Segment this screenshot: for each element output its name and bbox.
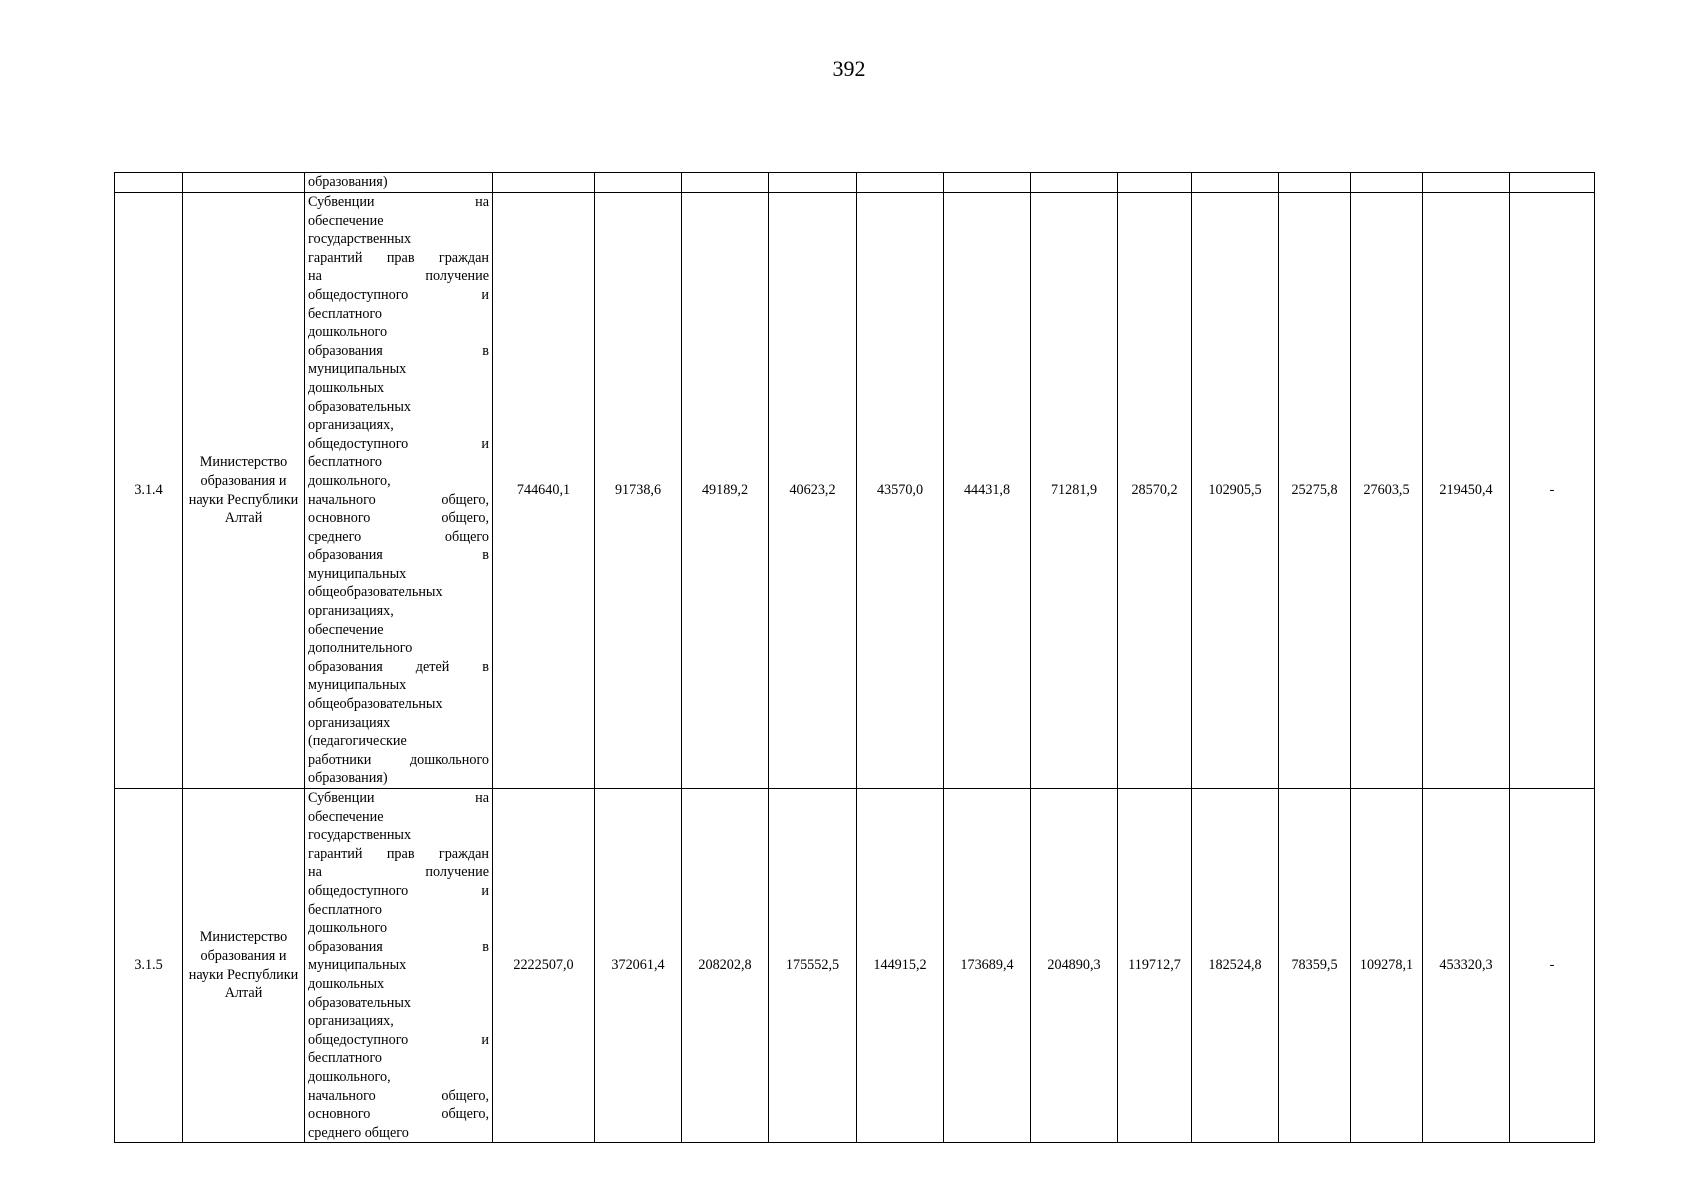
description-line: дошкольного (308, 324, 388, 341)
cell-description (305, 789, 493, 1143)
cell-value: 91738,6 (595, 193, 682, 789)
cell-code: 3.1.4 (115, 193, 183, 789)
cell-value: 44431,8 (944, 193, 1031, 789)
cell-org (183, 173, 305, 193)
description-line: гарантий прав граждан (308, 249, 489, 266)
description-line: государственных (308, 827, 412, 844)
description-line: среднего общего (308, 1124, 409, 1141)
description-line: на получение (308, 864, 489, 881)
cell-org: Министерство образования и науки Республики Алтай (183, 193, 305, 789)
description-line: обеспечение (308, 808, 384, 825)
description-line: гарантий прав граждан (308, 845, 489, 862)
description-line: работники дошкольного (308, 751, 489, 768)
description-line: начального общего, (308, 1087, 489, 1104)
cell-value: 40623,2 (769, 193, 857, 789)
cell-description: образования) (305, 173, 493, 193)
table-row-continuation (115, 173, 1595, 193)
description-line: дошкольных (308, 975, 385, 992)
cell-value-total: 744640,1 (493, 193, 595, 789)
cell-value: 219450,4 (1423, 193, 1510, 789)
description-line: на получение (308, 268, 489, 285)
description-line: дошкольного (308, 920, 388, 937)
cell-value: 119712,7 (1118, 789, 1192, 1143)
description-line: общеобразовательных (308, 584, 443, 601)
description-line: муниципальных (308, 957, 407, 974)
cell-value: 109278,1 (1351, 789, 1423, 1143)
table-row (115, 193, 1595, 789)
description-line: обеспечение (308, 212, 384, 229)
description-line: организациях, (308, 417, 394, 434)
description-line: муниципальных (308, 565, 407, 582)
cell-value: 204890,3 (1031, 789, 1118, 1143)
cell-description (305, 193, 493, 789)
budget-table (114, 172, 1595, 1143)
description-line: бесплатного (308, 454, 383, 471)
description-line: бесплатного (308, 1050, 383, 1067)
cell-code (115, 173, 183, 193)
description-line: общедоступного и (308, 882, 489, 899)
cell-code: 3.1.5 (115, 789, 183, 1143)
cell-value: 453320,3 (1423, 789, 1510, 1143)
description-line: среднего общего (308, 528, 489, 545)
description-line: бесплатного (308, 901, 383, 918)
description-line: организациях, (308, 1013, 394, 1030)
description-line: основного общего, (308, 510, 489, 527)
description-line: бесплатного (308, 305, 383, 322)
cell-value: 372061,4 (595, 789, 682, 1143)
cell-value: 78359,5 (1279, 789, 1351, 1143)
description-line: Субвенции на (308, 790, 489, 806)
cell-value-total: 2222507,0 (493, 789, 595, 1143)
description-line: муниципальных (308, 677, 407, 694)
description-line: муниципальных (308, 361, 407, 378)
description-line: образования в (308, 547, 489, 564)
description-line: дошкольного, (308, 472, 391, 489)
cell-value: 102905,5 (1192, 193, 1279, 789)
description-line: (педагогические (308, 733, 407, 750)
description-line: общедоступного и (308, 286, 489, 303)
cell-value: 71281,9 (1031, 193, 1118, 789)
description-line: дополнительного (308, 640, 413, 657)
cell-value-dash: - (1510, 193, 1595, 789)
description-line: образования) (308, 770, 388, 787)
description-line: образовательных (308, 398, 412, 415)
description-line: общеобразовательных (308, 696, 443, 713)
description-line: организациях, (308, 603, 394, 620)
description-line: организациях (308, 714, 391, 731)
description-line: государственных (308, 231, 412, 248)
cell-value: 28570,2 (1118, 193, 1192, 789)
cell-value: 144915,2 (857, 789, 944, 1143)
cell-value-dash: - (1510, 789, 1595, 1143)
cell-value: 173689,4 (944, 789, 1031, 1143)
cell-org: Министерство образования и науки Республики Алтай (183, 789, 305, 1143)
description-line: общедоступного и (308, 435, 489, 452)
description-line: общедоступного и (308, 1031, 489, 1048)
description-line: образовательных (308, 994, 412, 1011)
cell-value: 25275,8 (1279, 193, 1351, 789)
description-line: основного общего, (308, 1106, 489, 1123)
cell-value: 27603,5 (1351, 193, 1423, 789)
description-line: Субвенции на (308, 194, 489, 210)
description-line: образования детей в (308, 658, 489, 675)
table-row (115, 789, 1595, 1143)
description-line: начального общего, (308, 491, 489, 508)
page-number: 392 (832, 56, 866, 81)
cell-value: 49189,2 (682, 193, 769, 789)
cell-value: 43570,0 (857, 193, 944, 789)
description-line: дошкольных (308, 379, 385, 396)
description-line: дошкольного, (308, 1068, 391, 1085)
cell-value: 208202,8 (682, 789, 769, 1143)
cell-value: 175552,5 (769, 789, 857, 1143)
description-line: обеспечение (308, 621, 384, 638)
description-line: образования в (308, 938, 489, 955)
cell-value: 182524,8 (1192, 789, 1279, 1143)
description-line: образования в (308, 342, 489, 359)
